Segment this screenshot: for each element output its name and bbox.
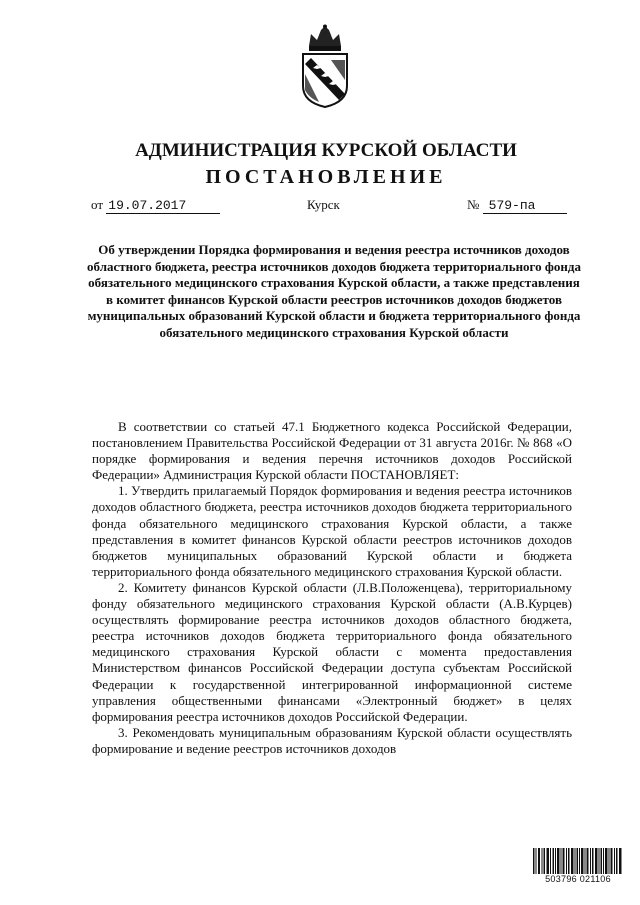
organization-name: АДМИНИСТРАЦИЯ КУРСКОЙ ОБЛАСТИ bbox=[135, 140, 517, 161]
document-number-block bbox=[467, 197, 567, 214]
document-meta bbox=[0, 197, 640, 217]
document-type: ПОСТАНОВЛЕНИЕ bbox=[205, 166, 447, 188]
body-paragraph-3: 3. Рекомендовать муниципальным образованиям Курской области осуществлять формирование и ведение реестров источников доходов bbox=[92, 724, 572, 756]
document-body bbox=[92, 419, 572, 757]
body-paragraph-1: 1. Утвердить прилагаемый Порядок формирования и ведения реестра источников доходов областного бюджета, реестра источников доходов бюджета территориального фонда обязательного медицинского страхования Курской области, а также представления в комитет финансов Курской области реестров источников доходов бюджетов муниципальных образований Курской области и бюджета территориального фонда обязательного медицинского страхования Курской области. bbox=[92, 483, 572, 579]
document-number: 579-па bbox=[483, 198, 567, 214]
barcode-number: 503796 021106 bbox=[533, 874, 623, 884]
body-paragraph-2: 2. Комитету финансов Курской области (Л.В.Положенцева), территориальному фонду обязательного медицинского страхования Курской области (А.В.Курцев) осуществлять формирование реестра источников доходов областного бюджета, реестра источников доходов бюджета территориального фонда обязательного медицинского страхования Курской области с момента предоставления Министерством финансов Российской Федерации доступа субъектам Российской Федерации к государственной интегрированной информационной системе управления общественными финансами «Электронный бюджет» в целях формирования реестра источников доходов Российской Федерации. bbox=[92, 579, 572, 724]
kursk-coat-of-arms-icon bbox=[295, 24, 355, 108]
date-prefix: от bbox=[91, 197, 104, 212]
document-title: Об утверждении Порядка формирования и ведения реестра источников доходов областного бюджета, реестра источников доходов бюджета территориального фонда обязательного медицинского страхования Курской области, а также представления в комитет финансов Курской области реестров источников доходов бюджетов муниципальных образований Курской области и бюджета территориального фонда обязательного медицинского страхования Курской области bbox=[87, 242, 581, 340]
number-prefix: № bbox=[467, 197, 480, 212]
document-date-block bbox=[91, 197, 220, 214]
document-date: 19.07.2017 bbox=[106, 198, 220, 214]
document-city: Курск bbox=[307, 197, 340, 212]
body-paragraph-preamble: В соответствии со статьей 47.1 Бюджетного кодекса Российской Федерации, постановлением Правительства Российской Федерации от 31 августа 2016г. № 868 «О порядке формирования и ведения перечня источников доходов Российской Федерации» Администрация Курской области ПОСТАНОВЛЯЕТ: bbox=[92, 419, 572, 483]
